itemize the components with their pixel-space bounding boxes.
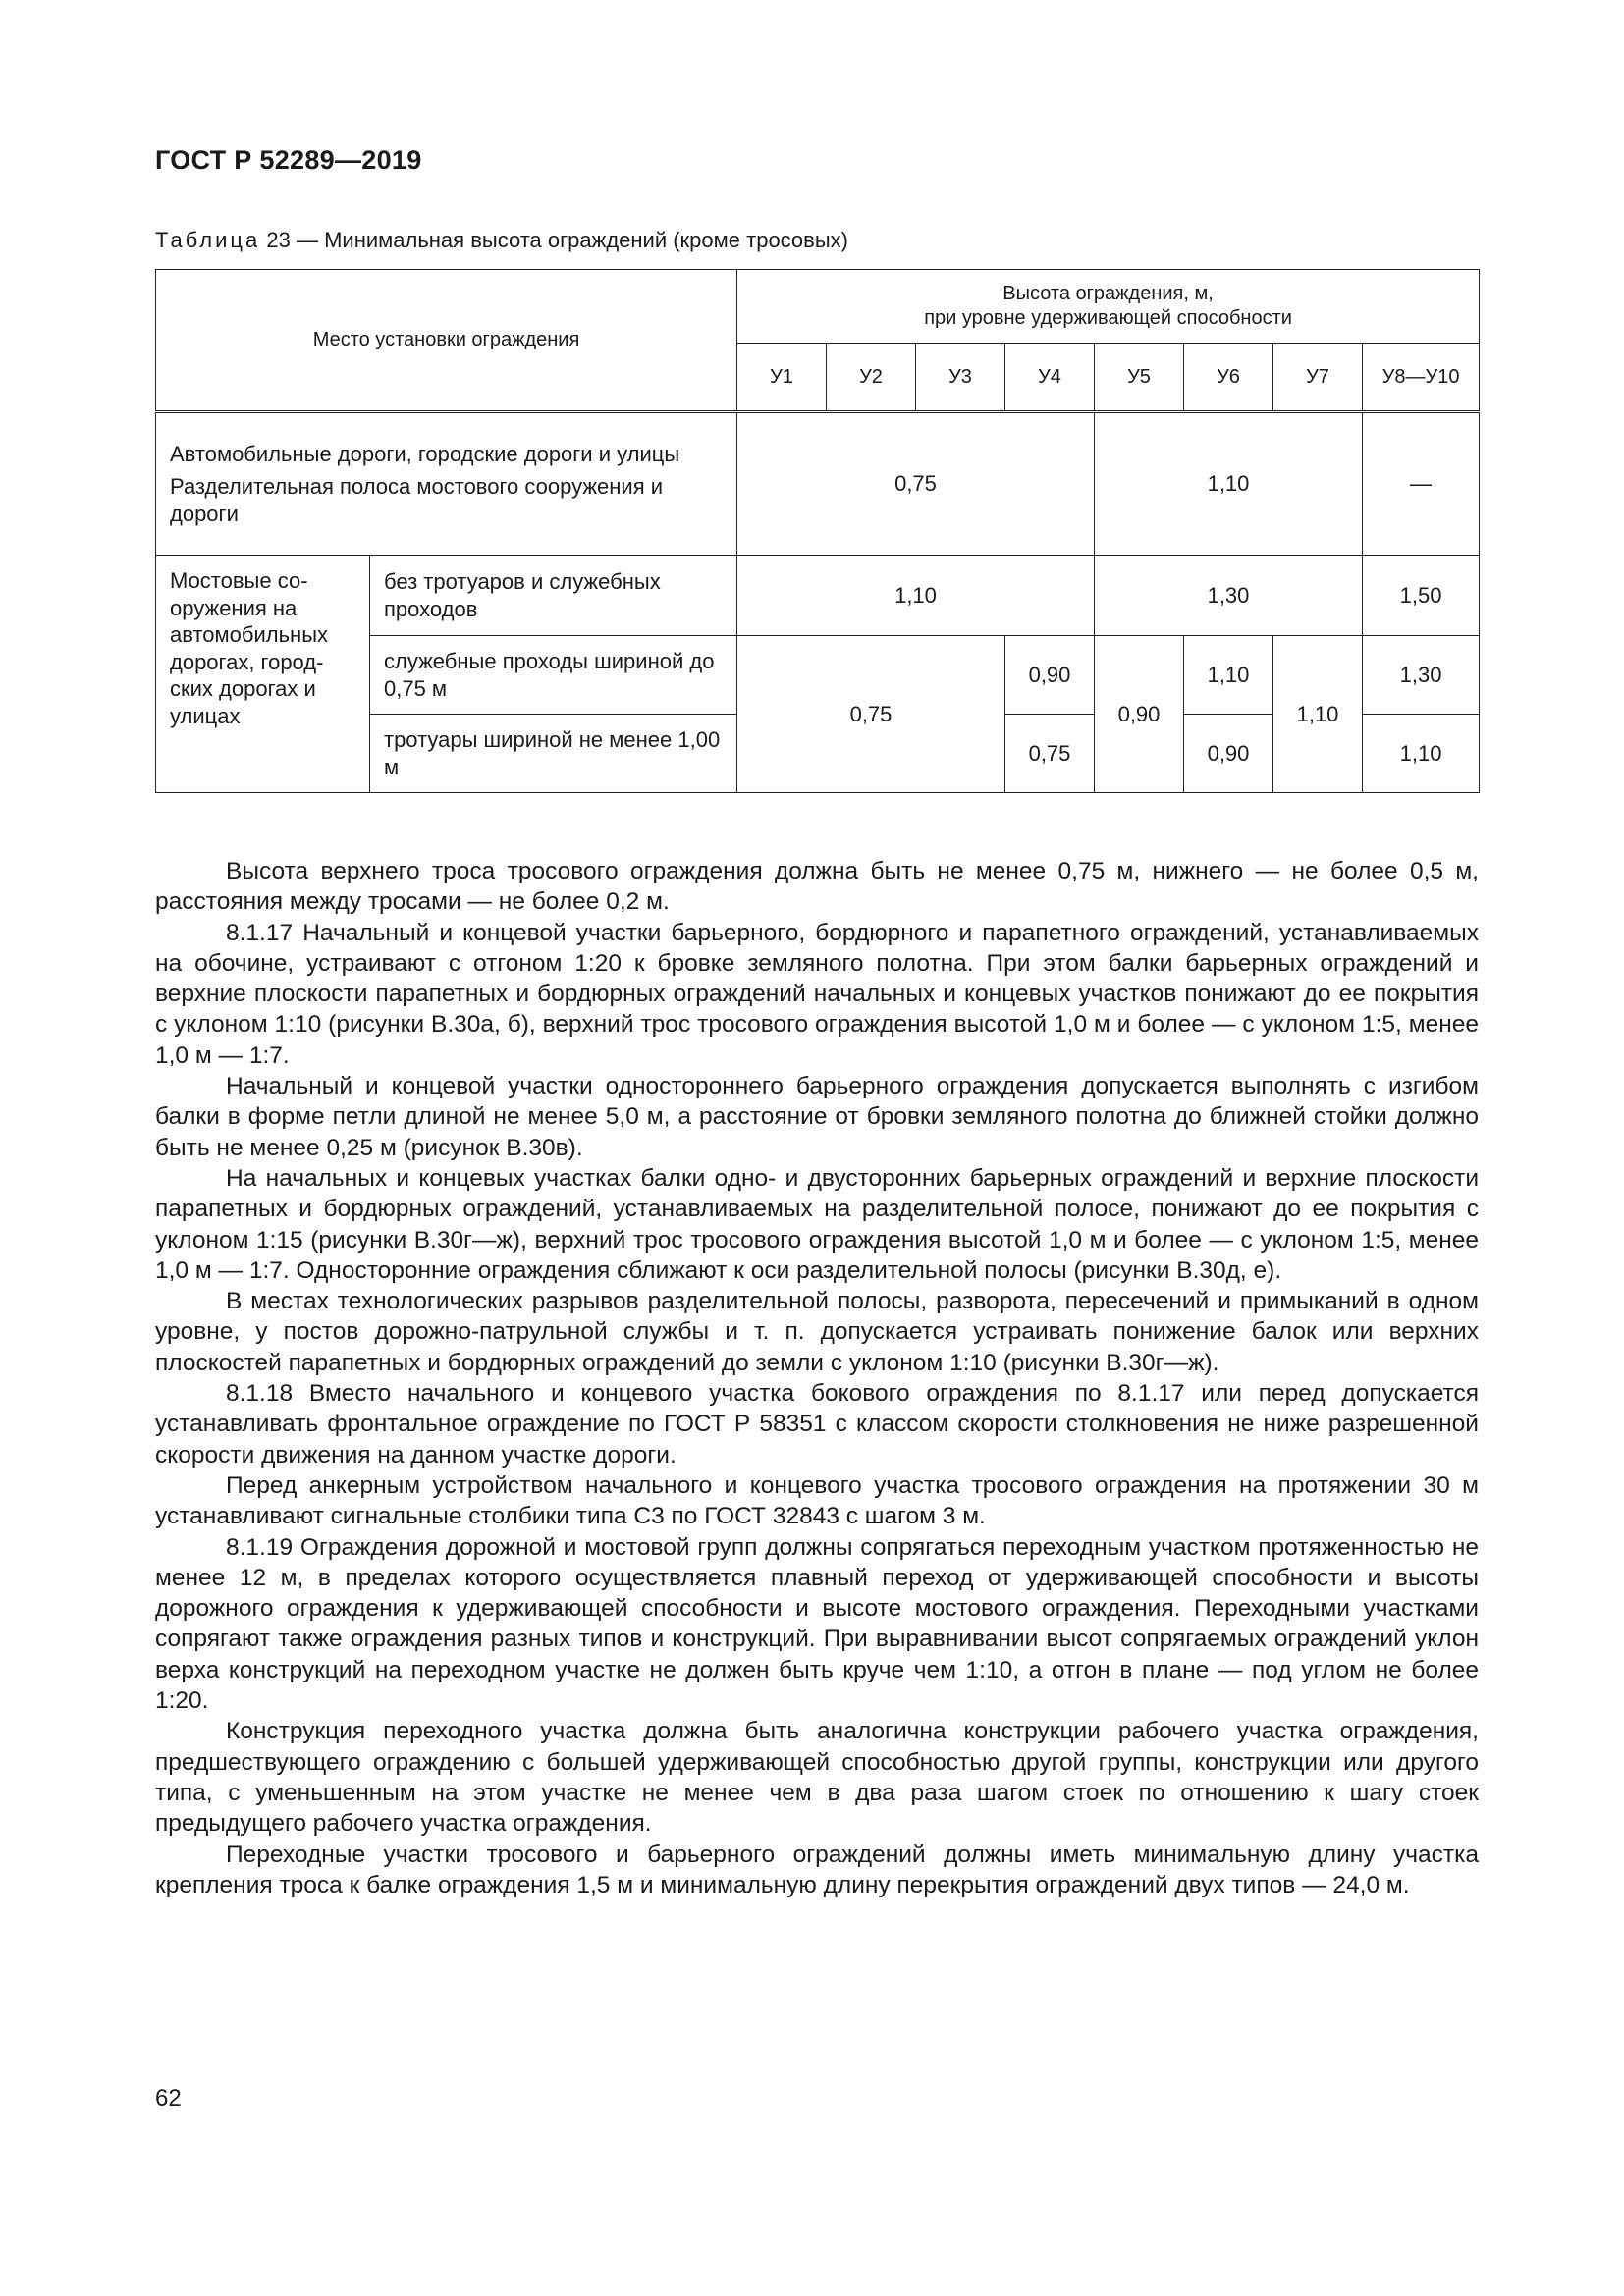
cell-roads-u5-u7: 1,10 bbox=[1095, 412, 1363, 556]
paragraph: Перед анкерным устройством начального и концевого участка тросового ограждения на протяжении 30 м устанавливают сигнальные столбики типа С3 по ГОСТ 32843 с шагом 3 м. bbox=[155, 1471, 1479, 1530]
row-label-bridges: Мостовые со-оружения на автомобильных дорогах, город-ских дорогах и улицах bbox=[156, 556, 370, 793]
paragraph: Конструкция переходного участка должна быть аналогична конструкции рабочего участка ограждения, предшествующего ограждению с большей удерживающей способностью другой группы, конструкции или другого типа, с уменьшенным на этом участке не менее чем в два раза шагом стоек по отношению к шагу стоек предыдущего рабочего участка ограждения. bbox=[155, 1718, 1479, 1838]
cell-nowalk-u5-u7: 1,30 bbox=[1095, 556, 1363, 636]
paragraph: В местах технологических разрывов разделительной полосы, разворота, пересечений и примыканий в одном уровне, у постов дорожно-патрульной службы и т. п. допускается устраивать понижение балок или верхних плоскостей парапетных и бордюрных ограждений до земли с уклоном 1:10 (рисунки В.30г—ж). bbox=[155, 1288, 1479, 1376]
cell-nowalk-u1-u4: 1,10 bbox=[737, 556, 1095, 636]
paragraph: На начальных и концевых участках балки одно- и двусторонних барьерных ограждений и верхние плоскости парапетных и бордюрных ограждений, устанавливаемых на разделительной полосе, понижают до ее покрытия с уклоном 1:15 (рисунки В.30г—ж), верхний трос тросового ограждения высотой 1,0 м и более — с уклоном 1:5, менее 1,0 м — 1:7. Односторонние ограждения сближают к оси разделительной полосы (рисунки В.30д, е). bbox=[155, 1164, 1479, 1284]
row-label-divider: Разделительная полоса мостового сооружения и дороги bbox=[170, 474, 664, 526]
cell-sidewalk-u6: 0,90 bbox=[1184, 715, 1273, 793]
cell-service-u6: 1,10 bbox=[1184, 636, 1273, 715]
level-header: У3 bbox=[916, 344, 1005, 412]
cell-sidewalk-u4: 0,75 bbox=[1005, 715, 1095, 793]
body-text bbox=[155, 856, 1479, 1900]
height-header-line2: при уровне удерживающей способности bbox=[924, 307, 1292, 329]
cell-u7: 1,10 bbox=[1273, 636, 1363, 793]
table-caption bbox=[155, 228, 848, 253]
table-caption-title: 23 — Минимальная высота ограждений (кроме тросовых) bbox=[260, 228, 848, 252]
row-label-sidewalk: тротуары шириной не менее 1,00 м bbox=[370, 715, 737, 793]
level-header: У5 bbox=[1095, 344, 1184, 412]
row-label-auto-roads: Автомобильные дороги, городские дороги и улицы bbox=[170, 441, 680, 466]
height-header-line1: Высота ограждения, м, bbox=[1002, 283, 1214, 304]
page-number: 62 bbox=[155, 2085, 182, 2111]
paragraph: Начальный и концевой участки одностороннего барьерного ограждения допускается выполнять с изгибом балки в форме петли длиной не менее 5,0 м, а расстояние от бровки земляного полотна до ближней стойки должно быть не менее 0,25 м (рисунок В.30в). bbox=[155, 1073, 1479, 1161]
paragraph: Высота верхнего троса тросового ограждения должна быть не менее 0,75 м, нижнего — не более 0,5 м, расстояния между тросами — не более 0,2 м. bbox=[155, 858, 1479, 916]
cell-u1-u3: 0,75 bbox=[737, 636, 1005, 793]
document-header: ГОСТ Р 52289—2019 bbox=[155, 145, 422, 175]
level-header: У1 bbox=[737, 344, 827, 412]
paragraph: 8.1.19 Ограждения дорожной и мостовой групп должны сопрягаться переходным участком протяженностью не менее 12 м, в пределах которого осуществляется плавный переход от удерживающей способности и высоты дорожного ограждения к удерживающей способности и высоте мостового ограждения. Переходными участками сопрягают также ограждения разных типов и конструкций. При выравнивании высот сопрягаемых ограждений уклон верха конструкций на переходном участке не должен быть круче чем 1:10, а отгон в плане — под углом не более 1:20. bbox=[155, 1533, 1479, 1715]
paragraph: 8.1.18 Вместо начального и концевого участка бокового ограждения по 8.1.17 или перед допускается устанавливать фронтальное ограждение по ГОСТ Р 58351 с классом скорости столкновения не ниже разрешенной скорости движения на данном участке дороги. bbox=[155, 1380, 1479, 1468]
paragraph: Переходные участки тросового и барьерного ограждений должны иметь минимальную длину участка крепления троса к балке ограждения 1,5 м и минимальную длину перекрытия ограждений двух типов — 24,0 м. bbox=[155, 1841, 1479, 1898]
level-header: У2 bbox=[827, 344, 916, 412]
height-header bbox=[737, 270, 1480, 344]
table-caption-prefix: Таблица bbox=[155, 228, 261, 252]
cell-sidewalk-u8-u10: 1,10 bbox=[1363, 715, 1480, 793]
cell-nowalk-u8-u10: 1,50 bbox=[1363, 556, 1480, 636]
height-table bbox=[155, 269, 1480, 793]
row-label-roads bbox=[156, 412, 737, 556]
place-header: Место установки ограждения bbox=[156, 270, 737, 412]
row-label-no-walk: без тротуаров и служебных проходов bbox=[370, 556, 737, 636]
level-header: У7 bbox=[1273, 344, 1363, 412]
cell-roads-u1-u4: 0,75 bbox=[737, 412, 1095, 556]
paragraph: 8.1.17 Начальный и концевой участки барьерного, бордюрного и парапетного ограждений, устанавливаемых на обочине, устраивают с отгоном 1:20 к бровке земляного полотна. При этом балки барьерных ограждений и верхние плоскости парапетных и бордюрных ограждений начальных и концевых участков понижают до ее покрытия с уклоном 1:10 (рисунки В.30а, б), верхний трос тросового ограждения высотой 1,0 м и более — с уклоном 1:5, менее 1,0 м — 1:7. bbox=[155, 919, 1479, 1069]
cell-roads-u8-u10: — bbox=[1363, 412, 1480, 556]
level-header: У4 bbox=[1005, 344, 1095, 412]
row-label-service: служебные проходы шириной до 0,75 м bbox=[370, 636, 737, 715]
cell-service-u8-u10: 1,30 bbox=[1363, 636, 1480, 715]
cell-service-u4: 0,90 bbox=[1005, 636, 1095, 715]
level-header: У8—У10 bbox=[1363, 344, 1480, 412]
cell-u5: 0,90 bbox=[1095, 636, 1184, 793]
level-header: У6 bbox=[1184, 344, 1273, 412]
